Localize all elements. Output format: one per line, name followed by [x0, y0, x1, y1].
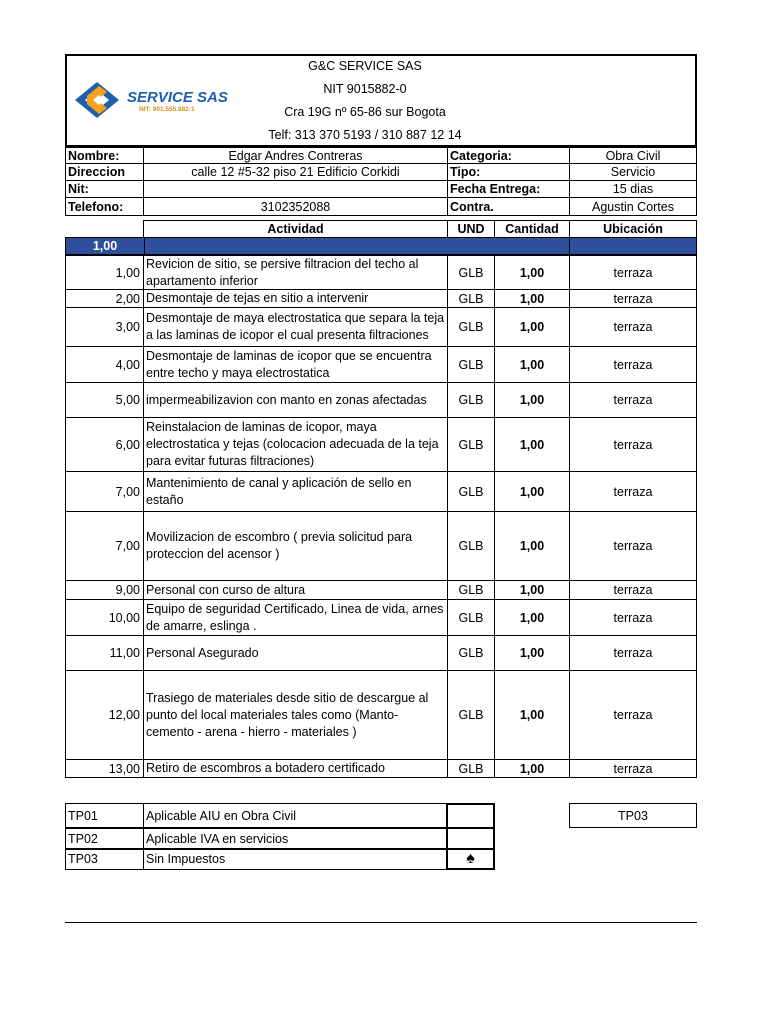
company-address: Cra 19G nº 65-86 sur Bogota: [284, 105, 446, 119]
row-unit: GLB: [447, 346, 495, 383]
tax-description: Aplicable IVA en servicios: [143, 827, 447, 850]
row-description: Desmontaje de laminas de icopor que se encuentra entre techo y maya electrostatica: [143, 346, 448, 383]
row-number: 2,00: [65, 289, 144, 308]
row-unit: GLB: [447, 511, 495, 581]
row-quantity: 1,00: [494, 670, 570, 760]
row-number: 3,00: [65, 307, 144, 347]
row-unit: GLB: [447, 382, 495, 418]
direccion-label: Direccion: [65, 163, 144, 181]
row-description: Personal Asegurado: [143, 635, 448, 671]
row-quantity: 1,00: [494, 511, 570, 581]
company-name: G&C SERVICE SAS: [308, 59, 422, 73]
row-unit: GLB: [447, 580, 495, 600]
logo-subtext: NIT: 901.555.882-1: [139, 106, 195, 113]
selected-tax-code: TP03: [569, 803, 697, 828]
row-quantity: 1,00: [494, 255, 570, 290]
nombre-value: Edgar Andres Contreras: [143, 147, 448, 164]
tipo-label: Tipo:: [447, 163, 570, 181]
header-cantidad: Cantidad: [494, 220, 570, 238]
contra-value: Agustin Cortes: [569, 197, 697, 216]
section-divider: [569, 238, 570, 254]
row-quantity: 1,00: [494, 307, 570, 347]
row-description: Mantenimiento de canal y aplicación de sello en estaño: [143, 471, 448, 512]
row-description: Trasiego de materiales desde sitio de descargue al punto del local materiales tales como (Manto- cemento - arena - hierro - materiales ): [143, 670, 448, 760]
row-unit: GLB: [447, 471, 495, 512]
bottom-divider: [65, 922, 697, 923]
fecha-value: 15 dias: [569, 180, 697, 198]
fecha-label: Fecha Entrega:: [447, 180, 570, 198]
row-description: impermeabilizavion con manto en zonas afectadas: [143, 382, 448, 418]
row-quantity: 1,00: [494, 759, 570, 778]
row-location: terraza: [569, 346, 697, 383]
row-number: 12,00: [65, 670, 144, 760]
contra-label: Contra.: [447, 197, 570, 216]
row-quantity: 1,00: [494, 599, 570, 636]
row-location: terraza: [569, 289, 697, 308]
categoria-label: Categoria:: [447, 147, 570, 164]
tax-mark: [446, 827, 495, 850]
section-row: [65, 237, 697, 255]
row-description: Revicion de sitio, se persive filtracion del techo al apartamento inferior: [143, 255, 448, 290]
nit-label: Nit:: [65, 180, 144, 198]
company-phone: Telf: 313 370 5193 / 310 887 12 14: [268, 128, 462, 142]
row-unit: GLB: [447, 289, 495, 308]
row-location: terraza: [569, 255, 697, 290]
telefono-label: Telefono:: [65, 197, 144, 216]
section-divider: [144, 238, 145, 254]
row-number: 11,00: [65, 635, 144, 671]
row-number: 7,00: [65, 471, 144, 512]
header-num: [65, 220, 144, 238]
row-location: terraza: [569, 580, 697, 600]
logo-mark-icon: [73, 78, 129, 123]
tax-mark: ♠: [446, 848, 495, 870]
row-unit: GLB: [447, 599, 495, 636]
logo-text: SERVICE SAS: [127, 89, 228, 106]
row-location: terraza: [569, 307, 697, 347]
row-description: Movilizacion de escombro ( previa solicitud para proteccion del acensor ): [143, 511, 448, 581]
company-nit: NIT 9015882-0: [323, 82, 407, 96]
header-actividad: Actividad: [143, 220, 448, 238]
row-location: terraza: [569, 759, 697, 778]
row-number: 7,00: [65, 511, 144, 581]
row-quantity: 1,00: [494, 580, 570, 600]
tax-code: TP03: [65, 848, 144, 870]
row-description: Reinstalacion de laminas de icopor, maya electrostatica y tejas (colocacion adecuada de la teja para evitar futuras filtraciones): [143, 417, 448, 472]
row-quantity: 1,00: [494, 417, 570, 472]
row-description: Desmontaje de maya electrostatica que separa la teja a las laminas de icopor el cual presenta filtraciones: [143, 307, 448, 347]
row-quantity: 1,00: [494, 346, 570, 383]
row-location: terraza: [569, 417, 697, 472]
row-unit: GLB: [447, 635, 495, 671]
row-location: terraza: [569, 670, 697, 760]
categoria-value: Obra Civil: [569, 147, 697, 164]
tax-code: TP01: [65, 803, 144, 829]
row-unit: GLB: [447, 759, 495, 778]
tax-description: Sin Impuestos: [143, 848, 447, 870]
row-unit: GLB: [447, 670, 495, 760]
row-location: terraza: [569, 599, 697, 636]
row-location: terraza: [569, 471, 697, 512]
row-number: 13,00: [65, 759, 144, 778]
row-description: Equipo de seguridad Certificado, Linea de vida, arnes de amarre, eslinga .: [143, 599, 448, 636]
header-und: UND: [447, 220, 495, 238]
row-number: 1,00: [65, 255, 144, 290]
direccion-value: calle 12 #5-32 piso 21 Edificio Corkidi: [143, 163, 448, 181]
row-number: 9,00: [65, 580, 144, 600]
row-number: 5,00: [65, 382, 144, 418]
row-quantity: 1,00: [494, 289, 570, 308]
row-description: Desmontaje de tejas en sitio a intervenir: [143, 289, 448, 308]
tipo-value: Servicio: [569, 163, 697, 181]
tax-mark: [446, 803, 495, 829]
row-number: 6,00: [65, 417, 144, 472]
row-quantity: 1,00: [494, 635, 570, 671]
tax-description: Aplicable AIU en Obra Civil: [143, 803, 447, 829]
row-location: terraza: [569, 511, 697, 581]
row-unit: GLB: [447, 417, 495, 472]
row-quantity: 1,00: [494, 382, 570, 418]
section-number: 1,00: [92, 239, 118, 253]
row-unit: GLB: [447, 255, 495, 290]
row-quantity: 1,00: [494, 471, 570, 512]
row-location: terraza: [569, 635, 697, 671]
row-location: terraza: [569, 382, 697, 418]
row-description: Retiro de escombros a botadero certificado: [143, 759, 448, 778]
row-unit: GLB: [447, 307, 495, 347]
header-ubicacion: Ubicación: [569, 220, 697, 238]
row-number: 4,00: [65, 346, 144, 383]
nombre-label: Nombre:: [65, 147, 144, 164]
tax-code: TP02: [65, 827, 144, 850]
row-number: 10,00: [65, 599, 144, 636]
row-description: Personal con curso de altura: [143, 580, 448, 600]
nit-value: [143, 180, 448, 198]
telefono-value: 3102352088: [143, 197, 448, 216]
